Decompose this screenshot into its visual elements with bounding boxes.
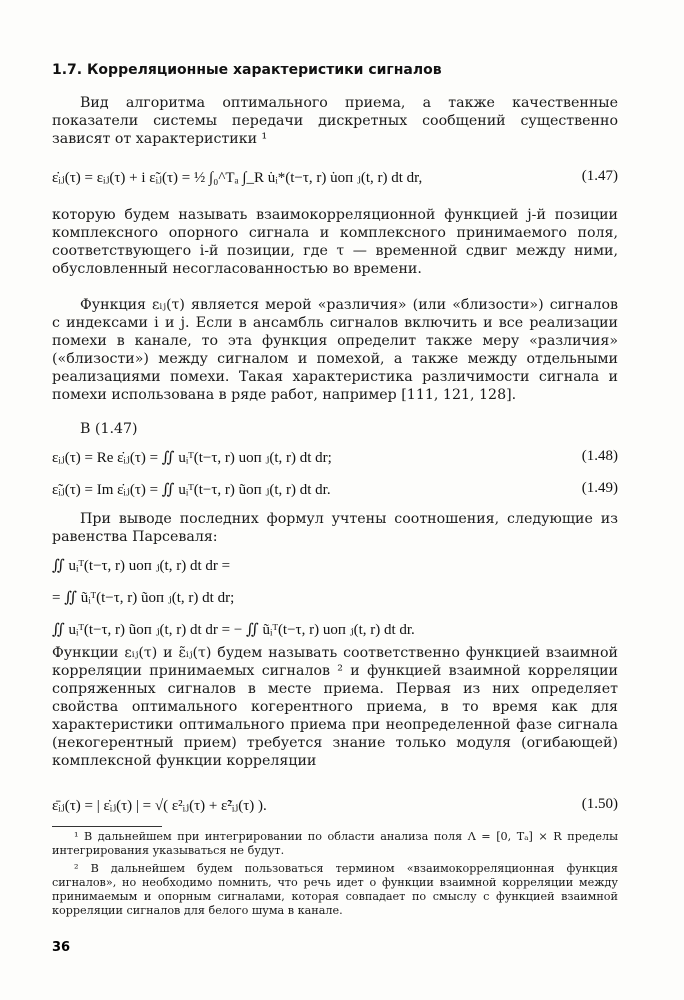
equation-1-49-formula: ε̃ᵢⱼ(τ) = Im ε̇ᵢⱼ(τ) = ∬ uᵢᵀ(t−τ, r) ũоп ⱼ(t, r) dt dr. <box>52 482 331 498</box>
equation-1-48-number: (1.48) <box>581 448 618 464</box>
equation-1-48-formula: εᵢⱼ(τ) = Re ε̇ᵢⱼ(τ) = ∬ uᵢᵀ(t−τ, r) uоп ⱼ(t, r) dt dr; <box>52 450 332 466</box>
paragraph-measure: Функция εᵢⱼ(τ) является мерой «различия» (или «близости») сигналов с индексами i и j. Если в ансамбль сигналов включить и все реализации помехи в канале, то эта функция определит также меру «различия» («близости») между сигналом и помехой, а также между отдельными реализациями помехи. Такая характеристика различимости сигнала и помехи использована в ряде работ, например [111, 121, 128]. <box>52 297 618 403</box>
equation-1-50-formula: ε̄ᵢⱼ(τ) = | ε̇ᵢⱼ(τ) | = √( ε²ᵢⱼ(τ) + ε̃²ᵢⱼ(τ) ). <box>52 798 267 814</box>
equation-1-47 <box>52 168 618 187</box>
equation-1-49 <box>52 480 618 499</box>
paragraph-parseval: При выводе последних формул учтены соотношения, следующие из равенства Парсеваля: <box>52 511 618 545</box>
paragraph-in-147: В (1.47) <box>80 421 138 437</box>
paragraph-definition: которую будем называть взаимокорреляционной функцией j-й позиции комплексного опорного сигнала и комплексного принимаемого поля, соответствующего i-й позиции, где τ — временной сдвиг между ними, обусловленный несогласованностью во времени. <box>52 207 618 277</box>
parseval-line-2: = ∬ ũᵢᵀ(t−τ, r) ũоп ⱼ(t, r) dt dr; <box>52 590 235 606</box>
equation-1-49-number: (1.49) <box>581 480 618 496</box>
section-heading: 1.7. Корреляционные характеристики сигналов <box>52 62 442 78</box>
paragraph-functions: Функции εᵢⱼ(τ) и ε̃ᵢⱼ(τ) будем называть соответственно функцией взаимной корреляции принимаемых сигналов ² и функцией взаимной корреляции сопряженных сигналов в месте приема. Первая из них определяет свойства оптимального когерентного приема, в то время как для характеристики оптимального приема при неопределенной фазе сигнала (некогерентный прием) требуется знание только модуля (огибающей) комплексной функции корреляции <box>52 645 618 769</box>
page-number: 36 <box>52 940 71 955</box>
footnote-1: ¹ В дальнейшем при интегрировании по области анализа поля Λ = [0, Tₐ] × R пределы интегрирования указываться не будут. <box>52 830 618 857</box>
equation-1-47-formula: ε̇ᵢⱼ(τ) = εᵢⱼ(τ) + i ε̃ᵢⱼ(τ) = ½ ∫₀^Tₐ ∫_R u̇ᵢ*(t−τ, r) u̇оп ⱼ(t, r) dt dr, <box>52 170 423 186</box>
parseval-line-1: ∬ uᵢᵀ(t−τ, r) uоп ⱼ(t, r) dt dr = <box>52 558 231 574</box>
equation-1-48 <box>52 448 618 467</box>
equation-1-50-number: (1.50) <box>581 796 618 812</box>
footnote-2: ² В дальнейшем будем пользоваться термином «взаимокорреляционная функция сигналов», но необходимо помнить, что речь идет о функции взаимной корреляции между принимаемым и опорным сигналами, которая совпадает по смыслу с функцией взаимной корреляции сигналов для белого шума в канале. <box>52 862 618 917</box>
parseval-line-3: ∬ uᵢᵀ(t−τ, r) ũоп ⱼ(t, r) dt dr = − ∬ ũᵢᵀ(t−τ, r) uоп ⱼ(t, r) dt dr. <box>52 622 415 638</box>
equation-1-50 <box>52 796 618 815</box>
paragraph-intro: Вид алгоритма оптимального приема, а также качественные показатели системы передачи дискретных сообщений существенно зависят от характеристики ¹ <box>52 95 618 147</box>
footnote-divider <box>52 826 162 827</box>
equation-1-47-number: (1.47) <box>581 168 618 184</box>
